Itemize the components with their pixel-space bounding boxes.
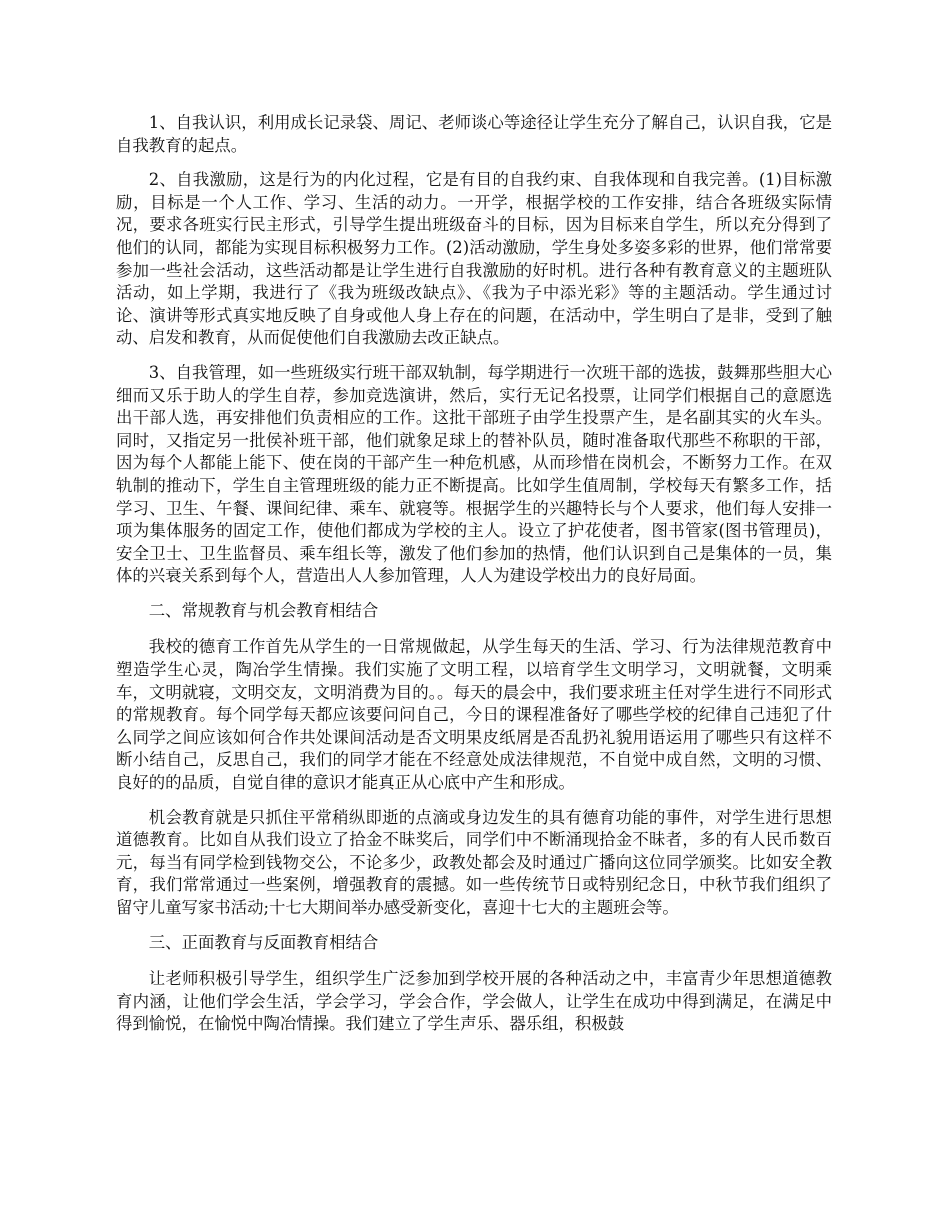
- paragraph-daily-routine: 我校的德育工作首先从学生的一日常规做起，从学生每天的生活、学习、行为法律规范教育中塑造学生心灵，陶冶学生情操。我们实施了文明工程，以培育学生文明学习，文明就餐，文明乘车，文明就寝，文明交友，文明消费为目的。。每天的晨会中，我们要求班主任对学生进行不同形式的常规教育。每个同学每天都应该要问问自己，今日的课程准备好了哪些学校的纪律自己违犯了什么同学之间应该如何合作共处课间活动是否文明果皮纸屑是否乱扔礼貌用语运用了哪些只有这样不断小结自己，反思自己，我们的同学才能在不经意处成法律规范，不自觉中成自然，文明的习惯、良好的的品质，自觉自律的意识才能真正从心底中产生和形成。: [116, 637, 832, 793]
- paragraph-opportunity-education: 机会教育就是只抓住平常稍纵即逝的点滴或身边发生的具有德育功能的事件，对学生进行思想道德教育。比如自从我们设立了拾金不昧奖后，同学们中不断涌现拾金不昧者，多的有人民币数百元，每当有同学检到钱物交公，不论多少，政教处都会及时通过广播向这位同学颁奖。比如安全教育，我们常常通过一些案例，增强教育的震撼。如一些传统节日或特别纪念日，中秋节我们组织了留守儿童写家书活动;十七大期间举办感受新变化，喜迎十七大的主题班会等。: [116, 807, 832, 917]
- document-page: [116, 112, 832, 1048]
- section-heading-routine-education: 二、常规教育与机会教育相结合: [148, 600, 379, 620]
- paragraph-self-motivation: 2、自我激励，这是行为的内化过程，它是有目的自我约束、自我体现和自我完善。(1)目标激励，目标是一个人工作、学习、生活的动力。一开学，根据学校的工作安排，结合各班级实际情况，要求各班实行民主形式，引导学生提出班级奋斗的目标，因为目标来自学生，所以充分得到了他们的认同，都能为实现目标积极努力工作。(2)活动激励，学生身处多姿多彩的世界，他们常常要参加一些社会活动，这些活动都是让学生进行自我激励的好时机。进行各种有教育意义的主题班队活动，如上学期，我进行了《我为班级改缺点》、《我为子中添光彩》等的主题活动。学生通过讨论、演讲等形式真实地反映了自身或他人身上存在的问题，在活动中，学生明白了是非，受到了触动、启发和教育，从而促使他们自我激励去改正缺点。: [116, 170, 832, 348]
- paragraph-self-management: 3、自我管理，如一些班级实行班干部双轨制，每学期进行一次班干部的选拔，鼓舞那些胆大心细而又乐于助人的学生自荐，参加竞选演讲，然后，实行无记名投票，让同学们根据自己的意愿选出干部人选，再安排他们负责相应的工作。这批干部班子由学生投票产生，是名副其实的火车头。同时，又指定另一批侯补班干部，他们就象足球上的替补队员，随时准备取代那些不称职的干部，因为每个人都能上能下、使在岗的干部产生一种危机感，从而珍惜在岗机会，不断努力工作。在双轨制的推动下，学生自主管理班级的能力正不断提高。比如学生值周制，学校每天有繁多工作，括学习、卫生、午餐、课间纪律、乘车、就寝等。根据学生的兴趣特长与个人要求，他们每人安排一项为集体服务的固定工作，使他们都成为学校的主人。设立了护花使者，图书管家(图书管理员)，安全卫士、卫生监督员、乘车组长等，激发了他们参加的热情，他们认识到自己是集体的一员，集体的兴衰关系到每个人，营造出人人参加管理，人人为建设学校出力的良好局面。: [116, 362, 832, 586]
- paragraph-positive-guidance: 让老师积极引导学生，组织学生广泛参加到学校开展的各种活动之中，丰富青少年思想道德教育内涵，让他们学会生活，学会学习，学会合作，学会做人，让学生在成功中得到满足，在满足中得到愉悦，在愉悦中陶冶情操。我们建立了学生声乐、器乐组，积极鼓: [116, 969, 832, 1034]
- section-heading-positive-negative: 三、正面教育与反面教育相结合: [148, 932, 379, 952]
- paragraph-self-awareness: 1、自我认识，利用成长记录袋、周记、老师谈心等途径让学生充分了解自己，认识自我，它是自我教育的起点。: [116, 113, 832, 155]
